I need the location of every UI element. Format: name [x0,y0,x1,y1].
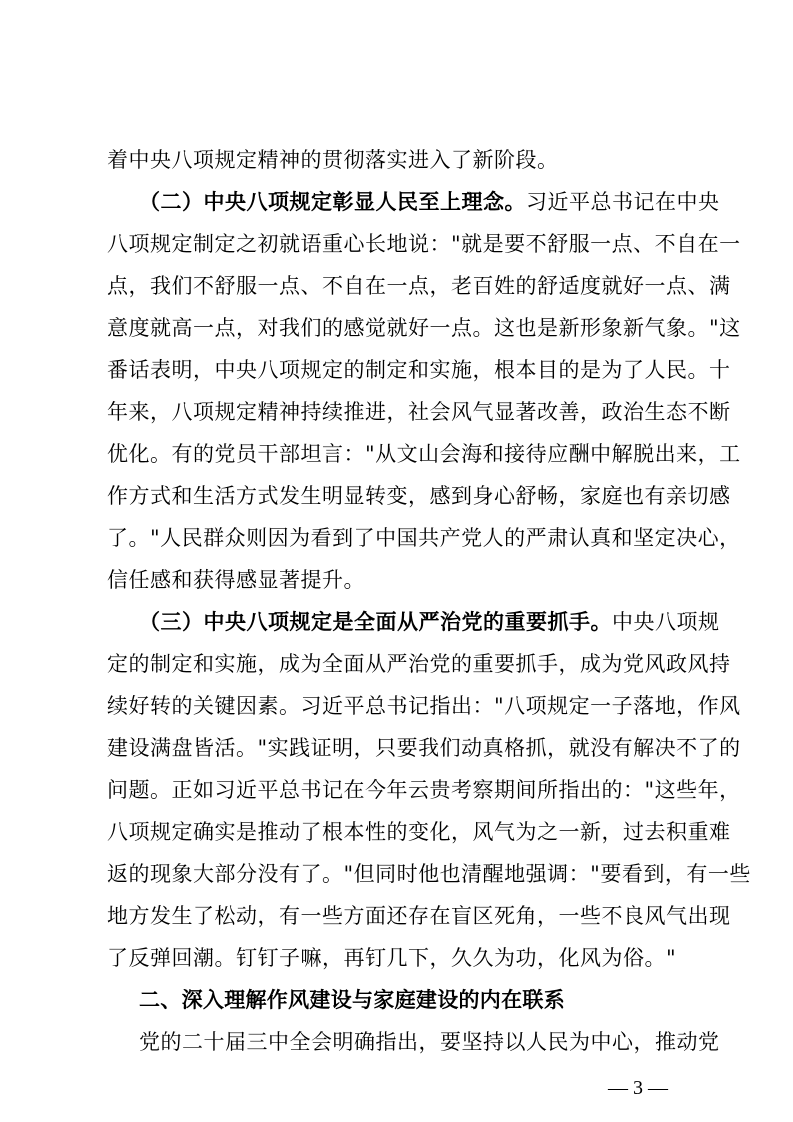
paragraph-line: 问题。正如习近平总书记在今年云贵考察期间所指出的："这些年， [107,778,741,802]
section-three-lead: （三）中央八项规定是全面从严治党的重要抓手。 [139,609,612,634]
paragraph-line: 意度就高一点，对我们的感觉就好一点。这也是新形象新气象。"这 [107,316,741,340]
paragraph-line: 着中央八项规定精神的贯彻落实进入了新阶段。 [107,148,559,172]
paragraph-line: 优化。有的党员干部坦言："从文山会海和接待应酬中解脱出来，工 [107,442,741,466]
section-two-lead: （二）中央八项规定彰显人民至上理念。 [139,189,526,214]
section-two-lead-rest: 习近平总书记在中央 [526,190,720,214]
paragraph-line: 建设满盘皆活。"实践证明，只要我们动真格抓，就没有解决不了的 [107,736,741,760]
page-number: — 3 — [608,1077,668,1099]
paragraph-line: 八项规定制定之初就语重心长地说："就是要不舒服一点、不自在一 [107,232,741,256]
paragraph-line: 返的现象大部分没有了。"但同时他也清醒地强调："要看到，有一些 [107,862,751,886]
paragraph-line: 八项规定确实是推动了根本性的变化，风气为之一新，过去积重难 [107,820,731,844]
paragraph-line: 番话表明，中央八项规定的制定和实施，根本目的是为了人民。十 [107,358,731,382]
section-two-first-line [139,184,720,220]
paragraph-line: 了。"人民群众则因为看到了中国共产党人的严肃认真和坚定决心， [107,526,741,550]
paragraph-line: 年来，八项规定精神持续推进，社会风气显著改善，政治生态不断 [107,400,731,424]
section-heading: 二、深入理解作风建设与家庭建设的内在联系 [139,988,565,1012]
paragraph-line: 点，我们不舒服一点、不自在一点，老百姓的舒适度就好一点、满 [107,274,731,298]
paragraph-line: 作方式和生活方式发生明显转变，感到身心舒畅，家庭也有亲切感 [107,484,731,508]
section-three-first-line [139,604,720,640]
paragraph-line: 党的二十届三中全会明确指出，要坚持以人民为中心，推动党 [139,1030,720,1054]
paragraph-line: 定的制定和实施，成为全面从严治党的重要抓手，成为党风政风持 [107,652,731,676]
paragraph-line: 地方发生了松动，有一些方面还存在盲区死角，一些不良风气出现 [107,904,731,928]
paragraph-line: 信任感和获得感显著提升。 [107,568,365,592]
paragraph-line: 了反弹回潮。钉钉子嘛，再钉几下，久久为功，化风为俗。" [107,946,677,970]
paragraph-line: 续好转的关键因素。习近平总书记指出："八项规定一子落地，作风 [107,694,741,718]
section-three-lead-rest: 中央八项规 [612,610,720,634]
